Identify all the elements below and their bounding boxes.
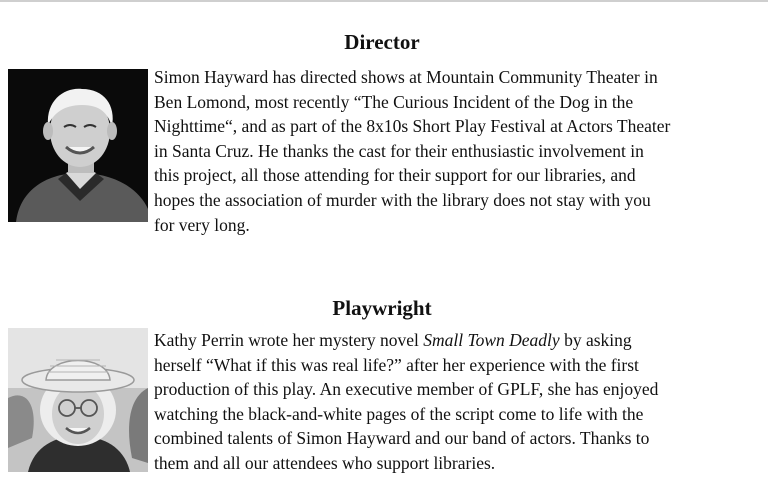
director-bio — [154, 65, 670, 237]
book-title: Small Town Deadly — [423, 330, 560, 350]
playwright-bio-line — [154, 328, 658, 353]
playwright-bio-line: them and all our attendees who support libraries. — [154, 452, 496, 473]
playwright-bio-line: production of this play. An executive member of GPLF, she has enjoyed — [154, 379, 659, 400]
playwright-bio-line: combined talents of Simon Hayward and our band of actors. Thanks to — [154, 428, 650, 449]
playwright-bio-line: watching the black-and-white pages of the script come to life with the — [154, 403, 644, 424]
playwright-heading: Playwright — [332, 296, 432, 320]
bio-text-prefix: Kathy Perrin wrote her mystery novel — [154, 330, 424, 350]
director-bio-line: in Santa Cruz. He thanks the cast for their enthusiastic involvement in — [154, 140, 644, 161]
playwright-photo — [8, 328, 148, 472]
director-photo — [8, 69, 148, 222]
director-bio-line: this project, all those attending for their support for our libraries, and — [154, 165, 636, 186]
playwright-bio-line: herself “What if this was real life?” after her experience with the first — [154, 354, 639, 375]
director-bio-line: hopes the association of murder with the library does not stay with you — [154, 189, 651, 210]
director-bio-line: Simon Hayward has directed shows at Mountain Community Theater in — [154, 67, 658, 87]
bio-text-suffix: by asking — [559, 330, 632, 350]
director-bio-line: Ben Lomond, most recently “The Curious Incident of the Dog in the — [154, 91, 634, 112]
playwright-bio — [154, 328, 658, 476]
director-heading: Director — [344, 30, 420, 54]
page-top-border — [0, 0, 768, 2]
director-bio-line: Nighttime“, and as part of the 8x10s Short Play Festival at Actors Theater — [154, 116, 671, 137]
director-bio-line: for very long. — [154, 214, 250, 235]
